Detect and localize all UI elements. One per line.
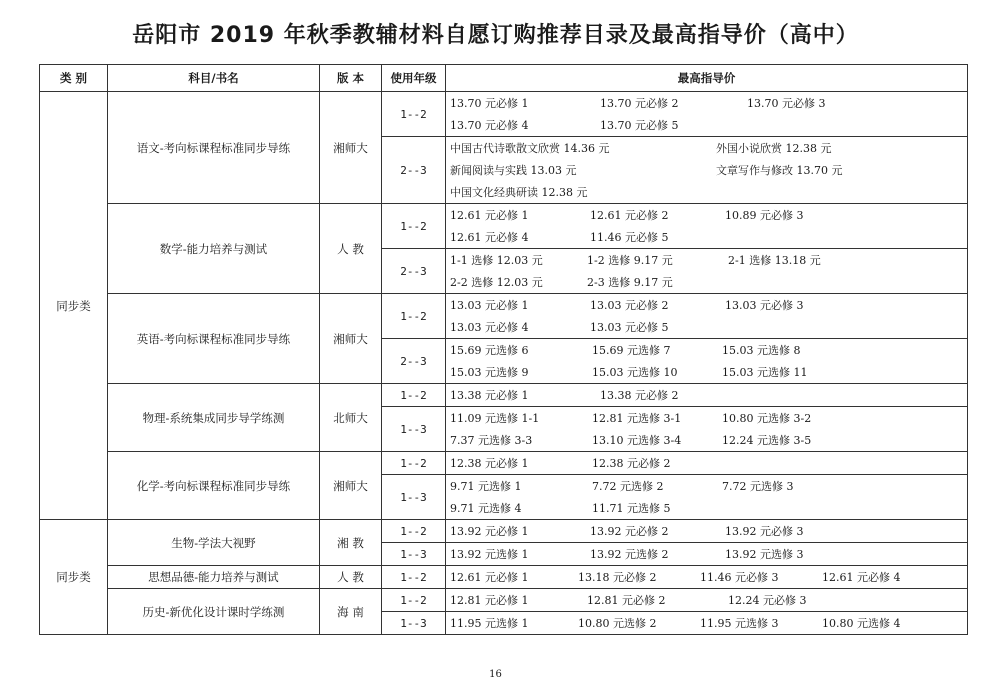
- book-name: 物理-系统集成同步导学练测: [108, 384, 320, 452]
- price-cell: [446, 452, 968, 475]
- header-price: 最高指导价: [446, 65, 968, 92]
- grade-cell: 1--2: [382, 384, 446, 407]
- table-row: [40, 520, 968, 543]
- price-cell: [446, 520, 968, 543]
- header-edition: 版 本: [320, 65, 382, 92]
- price-line: 11.09 元选修 1-1 12.81 元选修 3-1 10.80 元选修 3-2: [450, 412, 812, 425]
- grade-cell: 1--3: [382, 543, 446, 566]
- table-row: [40, 92, 968, 137]
- grade-cell: 1--3: [382, 612, 446, 635]
- price-cell: [446, 92, 968, 137]
- book-name: 数学-能力培养与测试: [108, 204, 320, 294]
- table-header-row: [40, 65, 968, 92]
- category-cell: 同步类: [40, 520, 108, 635]
- table-row: [40, 452, 968, 475]
- grade-cell: 1--2: [382, 294, 446, 339]
- price-line: 9.71 元选修 1 7.72 元选修 2 7.72 元选修 3: [450, 480, 794, 493]
- price-cell: [446, 204, 968, 249]
- grade-cell: 2--3: [382, 339, 446, 384]
- book-name: 英语-考向标课程标准同步导练: [108, 294, 320, 384]
- price-cell: [446, 612, 968, 635]
- price-line: 新闻阅读与实践 13.03 元 文章写作与修改 13.70 元: [450, 164, 843, 177]
- edition-cell: 湘师大: [320, 452, 382, 520]
- price-line: 12.81 元必修 1 12.81 元必修 2 12.24 元必修 3: [450, 594, 807, 607]
- price-line: 12.61 元必修 4 11.46 元必修 5: [450, 231, 669, 244]
- page-number: 16: [489, 669, 502, 680]
- price-line: 13.70 元必修 4 13.70 元必修 5: [450, 119, 679, 132]
- price-cell: [446, 475, 968, 520]
- price-cell: [446, 137, 968, 204]
- table-row: [40, 294, 968, 339]
- grade-cell: 2--3: [382, 249, 446, 294]
- grade-cell: 1--2: [382, 204, 446, 249]
- edition-cell: 海 南: [320, 589, 382, 635]
- price-cell: [446, 384, 968, 407]
- grade-cell: 2--3: [382, 137, 446, 204]
- grade-cell: 1--2: [382, 566, 446, 589]
- price-line: 13.92 元选修 1 13.92 元选修 2 13.92 元选修 3: [450, 548, 804, 561]
- price-line: 15.69 元选修 6 15.69 元选修 7 15.03 元选修 8: [450, 344, 801, 357]
- price-line: 2-2 选修 12.03 元 2-3 选修 9.17 元: [450, 276, 673, 289]
- edition-cell: 湘师大: [320, 294, 382, 384]
- price-table: [39, 64, 968, 635]
- price-line: 12.61 元必修 1 12.61 元必修 2 10.89 元必修 3: [450, 209, 804, 222]
- price-cell: [446, 294, 968, 339]
- price-line: 13.38 元必修 1 13.38 元必修 2: [450, 389, 679, 402]
- price-cell: [446, 407, 968, 452]
- header-category: 类 别: [40, 65, 108, 92]
- price-line: 13.70 元必修 1 13.70 元必修 2 13.70 元必修 3: [450, 97, 826, 110]
- book-name: 生物-学法大视野: [108, 520, 320, 566]
- grade-cell: 1--2: [382, 589, 446, 612]
- table-row: [40, 384, 968, 407]
- book-name: 化学-考向标课程标准同步导练: [108, 452, 320, 520]
- book-name: 思想品德-能力培养与测试: [108, 566, 320, 589]
- table-row: [40, 204, 968, 249]
- price-line: 13.03 元必修 4 13.03 元必修 5: [450, 321, 669, 334]
- grade-cell: 1--3: [382, 475, 446, 520]
- grade-cell: 1--3: [382, 407, 446, 452]
- header-book: 科目/书名: [108, 65, 320, 92]
- book-name: 历史-新优化设计课时学练测: [108, 589, 320, 635]
- price-line: 1-1 选修 12.03 元 1-2 选修 9.17 元 2-1 选修 13.18 元: [450, 254, 821, 267]
- grade-cell: 1--2: [382, 520, 446, 543]
- price-line: 13.92 元必修 1 13.92 元必修 2 13.92 元必修 3: [450, 525, 804, 538]
- header-grade: 使用年级: [382, 65, 446, 92]
- price-cell: [446, 589, 968, 612]
- price-line: 13.03 元必修 1 13.03 元必修 2 13.03 元必修 3: [450, 299, 804, 312]
- price-line: 12.61 元必修 1 13.18 元必修 2 11.46 元必修 3 12.61 元必修 4: [450, 571, 901, 584]
- book-name: 语文-考向标课程标准同步导练: [108, 92, 320, 204]
- price-line: 7.37 元选修 3-3 13.10 元选修 3-4 12.24 元选修 3-5: [450, 434, 812, 447]
- document-title: 岳阳市 2019 年秋季教辅材料自愿订购推荐目录及最高指导价（高中）: [132, 23, 859, 48]
- edition-cell: 人 教: [320, 566, 382, 589]
- price-line: 中国文化经典研读 12.38 元: [450, 186, 588, 199]
- price-cell: [446, 249, 968, 294]
- price-line: 中国古代诗歌散文欣赏 14.36 元 外国小说欣赏 12.38 元: [450, 142, 832, 155]
- price-cell: [446, 339, 968, 384]
- table-row: [40, 566, 968, 589]
- price-cell: [446, 543, 968, 566]
- price-line: 11.95 元选修 1 10.80 元选修 2 11.95 元选修 3 10.80 元选修 4: [450, 617, 901, 630]
- price-line: 15.03 元选修 9 15.03 元选修 10 15.03 元选修 11: [450, 366, 808, 379]
- edition-cell: 北师大: [320, 384, 382, 452]
- category-cell: 同步类: [40, 92, 108, 520]
- price-line: 9.71 元选修 4 11.71 元选修 5: [450, 502, 671, 515]
- grade-cell: 1--2: [382, 452, 446, 475]
- price-line: 12.38 元必修 1 12.38 元必修 2: [450, 457, 671, 470]
- table-row: [40, 589, 968, 612]
- grade-cell: 1--2: [382, 92, 446, 137]
- edition-cell: 湘 教: [320, 520, 382, 566]
- edition-cell: 人 教: [320, 204, 382, 294]
- edition-cell: 湘师大: [320, 92, 382, 204]
- price-cell: [446, 566, 968, 589]
